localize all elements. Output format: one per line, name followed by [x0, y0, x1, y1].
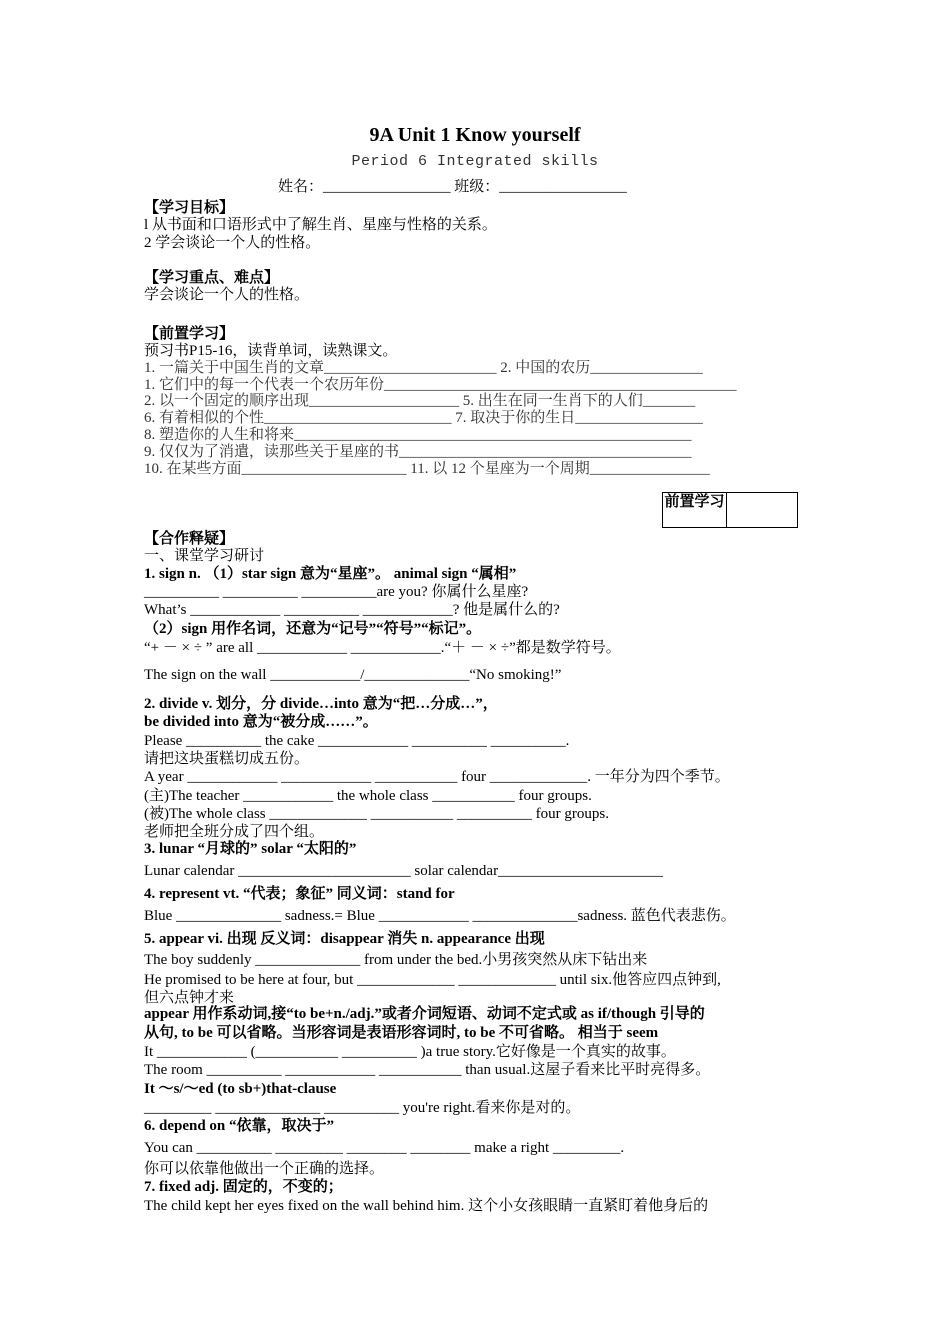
key-points-text: 学会谈论一个人的性格。 [144, 287, 310, 303]
exercise-line: “+ － × ÷ ” are all ____________ ____________.“＋ － × ÷”都是数学符号。 [144, 640, 621, 656]
preview-line: 10. 在某些方面______________________ 11. 以 12 个星座为一个周期________________ [144, 461, 710, 477]
exercise-line: The sign on the wall ____________/______________“No smoking!” [144, 667, 562, 683]
grammar-point: 4. represent vt. “代表；象征” 同义词：stand for [144, 886, 455, 902]
exercise-line: The boy suddenly ______________ from under the bed.小男孩突然从床下钻出来 [144, 952, 648, 968]
exercise-line: 请把这块蛋糕切成五份。 [144, 751, 310, 767]
goal-item: 2 学会谈论一个人的性格。 [144, 235, 321, 251]
exercise-line: The room __________ ____________ ___________ than usual.这屋子看来比平时亮得多。 [144, 1062, 711, 1078]
grammar-point: It ～s/～ed (to sb+)that-clause [144, 1081, 337, 1097]
exercise-line: (主)The teacher ____________ the whole class ___________ four groups. [144, 788, 592, 804]
cooperation-subheading: 一、课堂学习研讨 [144, 548, 265, 564]
exercise-line: What’s ____________ __________ ____________? 他是属什么的? [144, 602, 560, 618]
goal-item: l 从书面和口语形式中了解生肖、星座与性格的关系。 [144, 217, 497, 233]
grammar-point: 3. lunar “月球的” solar “太阳的” [144, 841, 357, 857]
preview-intro: 预习书P15-16，读背单词，读熟课文。 [144, 343, 398, 359]
exercise-line: A year ____________ ____________ ___________ four _____________. 一年分为四个季节。 [144, 769, 730, 785]
preview-line: 2. 以一个固定的顺序出现____________________ 5. 出生在同一生肖下的人们_______ [144, 393, 696, 409]
exercise-line: Blue ______________ sadness.= Blue ____________ ______________sadness. 蓝色代表悲伤。 [144, 908, 736, 924]
grammar-point: 6. depend on “依靠，取决于” [144, 1118, 335, 1134]
preview-line: 1. 它们中的每一个代表一个农历年份_______________________________________________ [144, 377, 737, 393]
exercise-line: It ____________ (___________ __________ )a true story.它好像是一个真实的故事。 [144, 1044, 676, 1060]
key-points-heading: 【学习重点、难点】 [144, 270, 280, 286]
exercise-line: _________ ______________ __________ you're right.看来你是对的。 [144, 1100, 581, 1116]
grammar-point: be divided into 意为“被分成……”。 [144, 714, 378, 730]
name-class-line: 姓名：_________________ 班级：_________________ [278, 179, 627, 195]
score-label: 前置学习 [663, 493, 727, 527]
grammar-point: 7. fixed adj. 固定的，不变的； [144, 1179, 343, 1195]
grammar-point: 从句, to be 可以省略。当形容词是表语形容词时, to be 不可省略。 相当于 seem [144, 1025, 659, 1041]
cooperation-heading: 【合作释疑】 [144, 531, 235, 547]
exercise-line: 但六点钟才来 [144, 990, 235, 1006]
grammar-point: appear 用作系动词,接“to be+n./adj.”或者介词短语、动词不定式或 as if/though 引导的 [144, 1006, 705, 1022]
exercise-line: __________ __________ __________are you? 你属什么星座? [144, 584, 529, 600]
preview-line: 8. 塑造你的人生和将来_____________________________________________________ [144, 427, 692, 443]
exercise-line: He promised to be here at four, but _____________ _____________ until six.他答应四点钟到, [144, 972, 721, 988]
preview-heading: 【前置学习】 [144, 326, 235, 342]
exercise-line: Lunar calendar _______________________ solar calendar______________________ [144, 863, 664, 879]
exercise-line: You can __________ _________ ________ ________ make a right _________. [144, 1140, 625, 1156]
preview-line: 9. 仅仅为了消遣，读那些关于星座的书_______________________________________ [144, 444, 692, 460]
preview-line: 1. 一篇关于中国生肖的文章_______________________ 2. 中国的农历_______________ [144, 360, 703, 376]
exercise-line: (被)The whole class _____________ ___________ __________ four groups. [144, 806, 609, 822]
grammar-point: 2. divide v. 划分，分 divide…into 意为“把…分成…”， [144, 696, 498, 712]
goals-heading: 【学习目标】 [144, 200, 235, 216]
exercise-line: 老师把全班分成了四个组。 [144, 824, 325, 840]
exercise-line: 你可以依靠他做出一个正确的选择。 [144, 1161, 385, 1177]
grammar-point: （2）sign 用作名词，还意为“记号”“符号”“标记”。 [144, 621, 482, 637]
exercise-line: The child kept her eyes fixed on the wall behind him. 这个小女孩眼睛一直紧盯着他身后的 [144, 1198, 709, 1214]
preview-score-box [662, 492, 798, 528]
page-title: 9A Unit 1 Know yourself [369, 124, 581, 146]
page-subtitle: Period 6 Integrated skills [351, 153, 599, 170]
grammar-point: 5. appear vi. 出现 反义词：disappear 消失 n. appearance 出现 [144, 931, 545, 947]
exercise-line: Please __________ the cake ____________ __________ __________. [144, 733, 570, 749]
grammar-point: 1. sign n. （1）star sign 意为“星座”。 animal sign “属相” [144, 566, 517, 582]
preview-line: 6. 有着相似的个性_________________________ 7. 取决于你的生日_________________ [144, 410, 703, 426]
